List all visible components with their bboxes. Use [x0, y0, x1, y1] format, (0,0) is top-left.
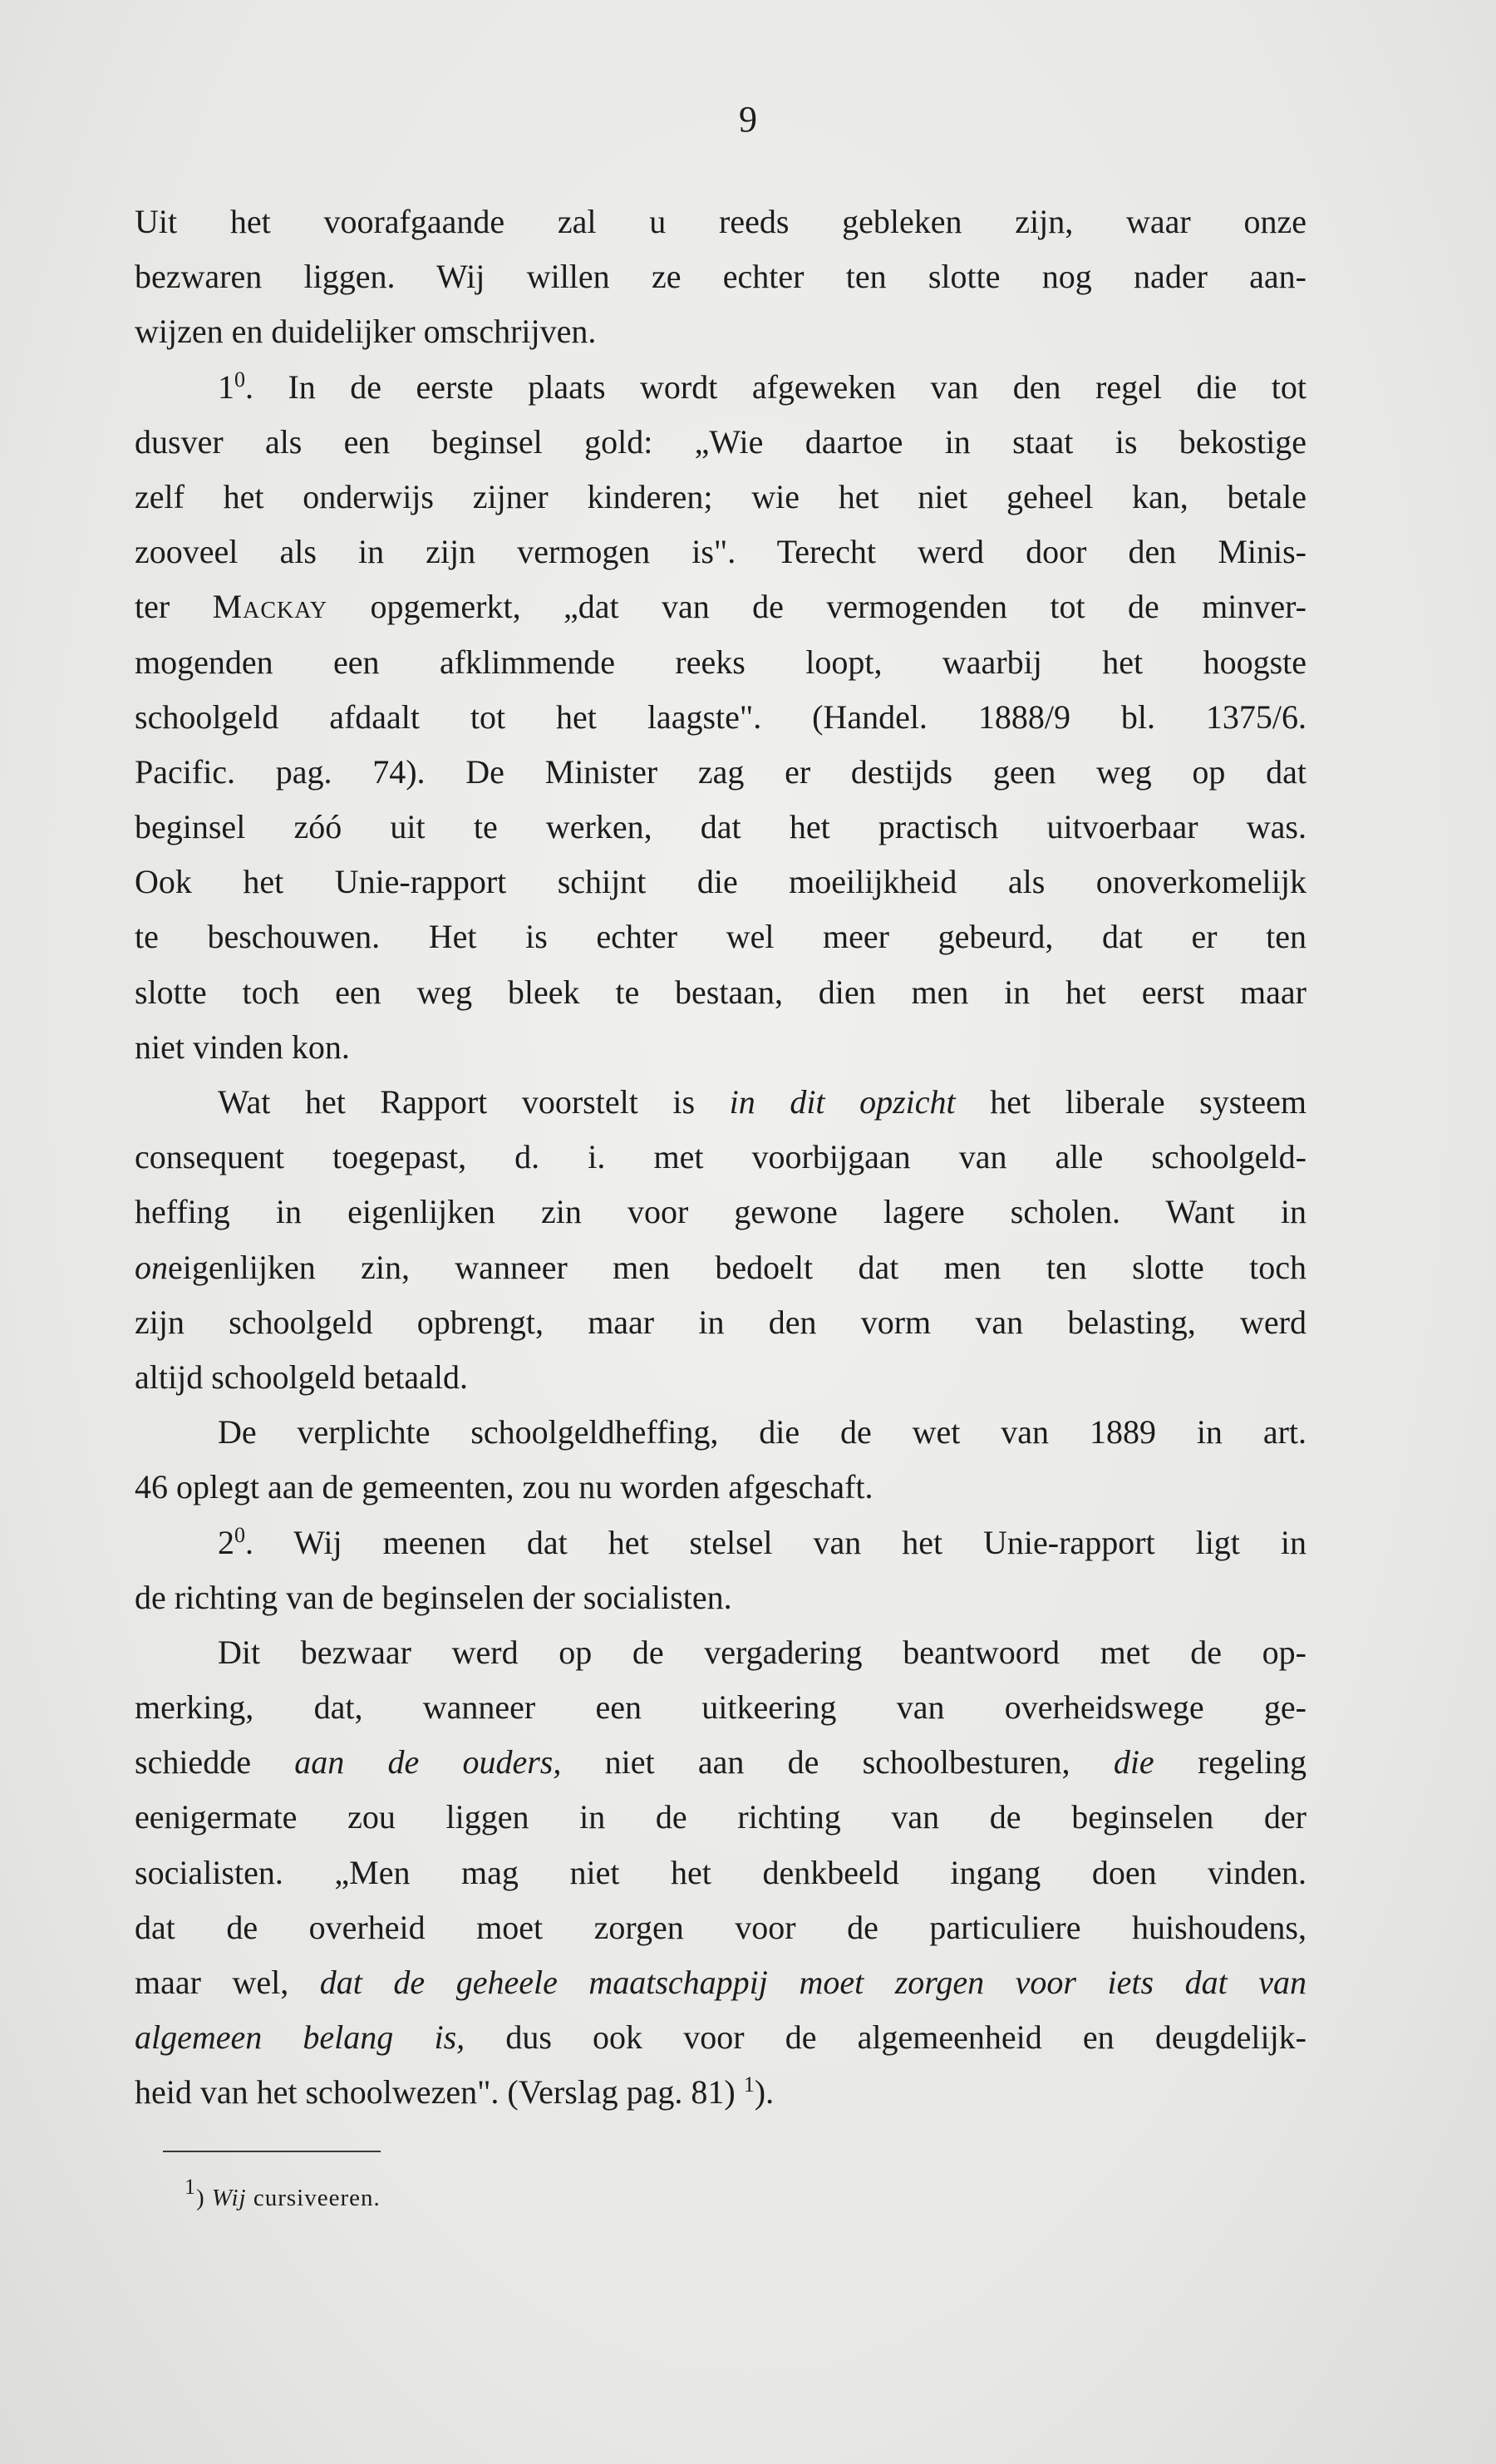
- footnote: $^1$) Wij cursiveeren.: [185, 2175, 381, 2211]
- text-line: zijn schoolgeld opbrengt, maar in den vorm van belasting, werd: [135, 1303, 1307, 1341]
- text-line: beginsel zóó uit te werken, dat het practisch uitvoerbaar was.: [135, 808, 1307, 846]
- text-line: dusver als een beginsel gold: „Wie daartoe in staat is bekostige: [135, 422, 1307, 461]
- text-line: mogenden een afklimmende reeks loopt, waarbij het hoogste: [135, 643, 1307, 681]
- text-line: Dit bezwaar werd op de vergadering beantwoord met de op-: [218, 1633, 1307, 1671]
- text-line: De verplichte schoolgeldheffing, die de wet van 1889 in art.: [218, 1413, 1307, 1451]
- text-line: zelf het onderwijs zijner kinderen; wie het niet geheel kan, betale: [135, 477, 1307, 515]
- text-line: Ook het Unie-rapport schijnt die moeilijkheid als onoverkomelijk: [135, 863, 1307, 901]
- text-line: niet vinden kon.: [135, 1027, 350, 1066]
- text-line: heid van het schoolwezen". (Verslag pag. 81) $^1$).: [135, 2072, 775, 2112]
- text-line: socialisten. „Men mag niet het denkbeeld ingang doen vinden.: [135, 1853, 1307, 1891]
- text-line: 46 oplegt aan de gemeenten, zou nu worden afgeschaft.: [135, 1468, 873, 1506]
- body-text: [135, 195, 1307, 2121]
- text-line: Wat het Rapport voorstelt is in dit opzicht het liberale systeem: [218, 1083, 1307, 1121]
- text-line: algemeen belang is, dus ook voor de algemeenheid en deugdelijk-: [135, 2018, 1307, 2057]
- text-line: merking, dat, wanneer een uitkeering van overheidswege ge-: [135, 1688, 1307, 1727]
- footnote-rule: [163, 2151, 381, 2152]
- text-line: schoolgeld afdaalt tot het laagste". (Handel. 1888/9 bl. 1375/6.: [135, 697, 1307, 736]
- text-line: te beschouwen. Het is echter wel meer gebeurd, dat er ten: [135, 918, 1307, 956]
- text-line: altijd schoolgeld betaald.: [135, 1358, 468, 1396]
- text-line: slotte toch een weg bleek te bestaan, dien men in het eerst maar: [135, 973, 1307, 1011]
- text-line: ter Mackay opgemerkt, „dat van de vermogenden tot de minver-: [135, 588, 1307, 626]
- text-line: $2^0$. Wij meenen dat het stelsel van het Unie-rapport ligt in: [218, 1522, 1307, 1561]
- text-line: zooveel als in zijn vermogen is". Terecht werd door den Minis-: [135, 533, 1307, 571]
- text-line: Pacific. pag. 74). De Minister zag er destijds geen weg op dat: [135, 752, 1307, 791]
- text-line: oneigenlijken zin, wanneer men bedoelt dat men ten slotte toch: [135, 1248, 1307, 1286]
- text-line: eenigermate zou liggen in de richting van de beginselen der: [135, 1798, 1307, 1836]
- name-mackay: Mackay: [212, 588, 328, 626]
- text-line: de richting van de beginselen der socialisten.: [135, 1578, 732, 1616]
- text-line: dat de overheid moet zorgen voor de particuliere huishoudens,: [135, 1908, 1307, 1946]
- text-line: $1^0$. In de eerste plaats wordt afgeweken van den regel die tot: [218, 367, 1307, 406]
- text-line: Uit het voorafgaande zal u reeds gebleken zijn, waar onze: [135, 203, 1307, 240]
- text-line: maar wel, dat de geheele maatschappij moet zorgen voor iets dat van: [135, 1964, 1307, 2001]
- text-line: bezwaren liggen. Wij willen ze echter ten slotte nog nader aan-: [135, 258, 1307, 296]
- text-line: consequent toegepast, d. i. met voorbijgaan van alle schoolgeld-: [135, 1138, 1307, 1176]
- text-line: wijzen en duidelijker omschrijven.: [135, 313, 597, 351]
- footnote-marker: 1: [185, 2175, 196, 2199]
- text-line: heffing in eigenlijken zin voor gewone lagere scholen. Want in: [135, 1193, 1307, 1231]
- page-number: 9: [739, 99, 757, 140]
- text-line: schiedde aan de ouders, niet aan de schoolbesturen, die regeling: [135, 1743, 1307, 1781]
